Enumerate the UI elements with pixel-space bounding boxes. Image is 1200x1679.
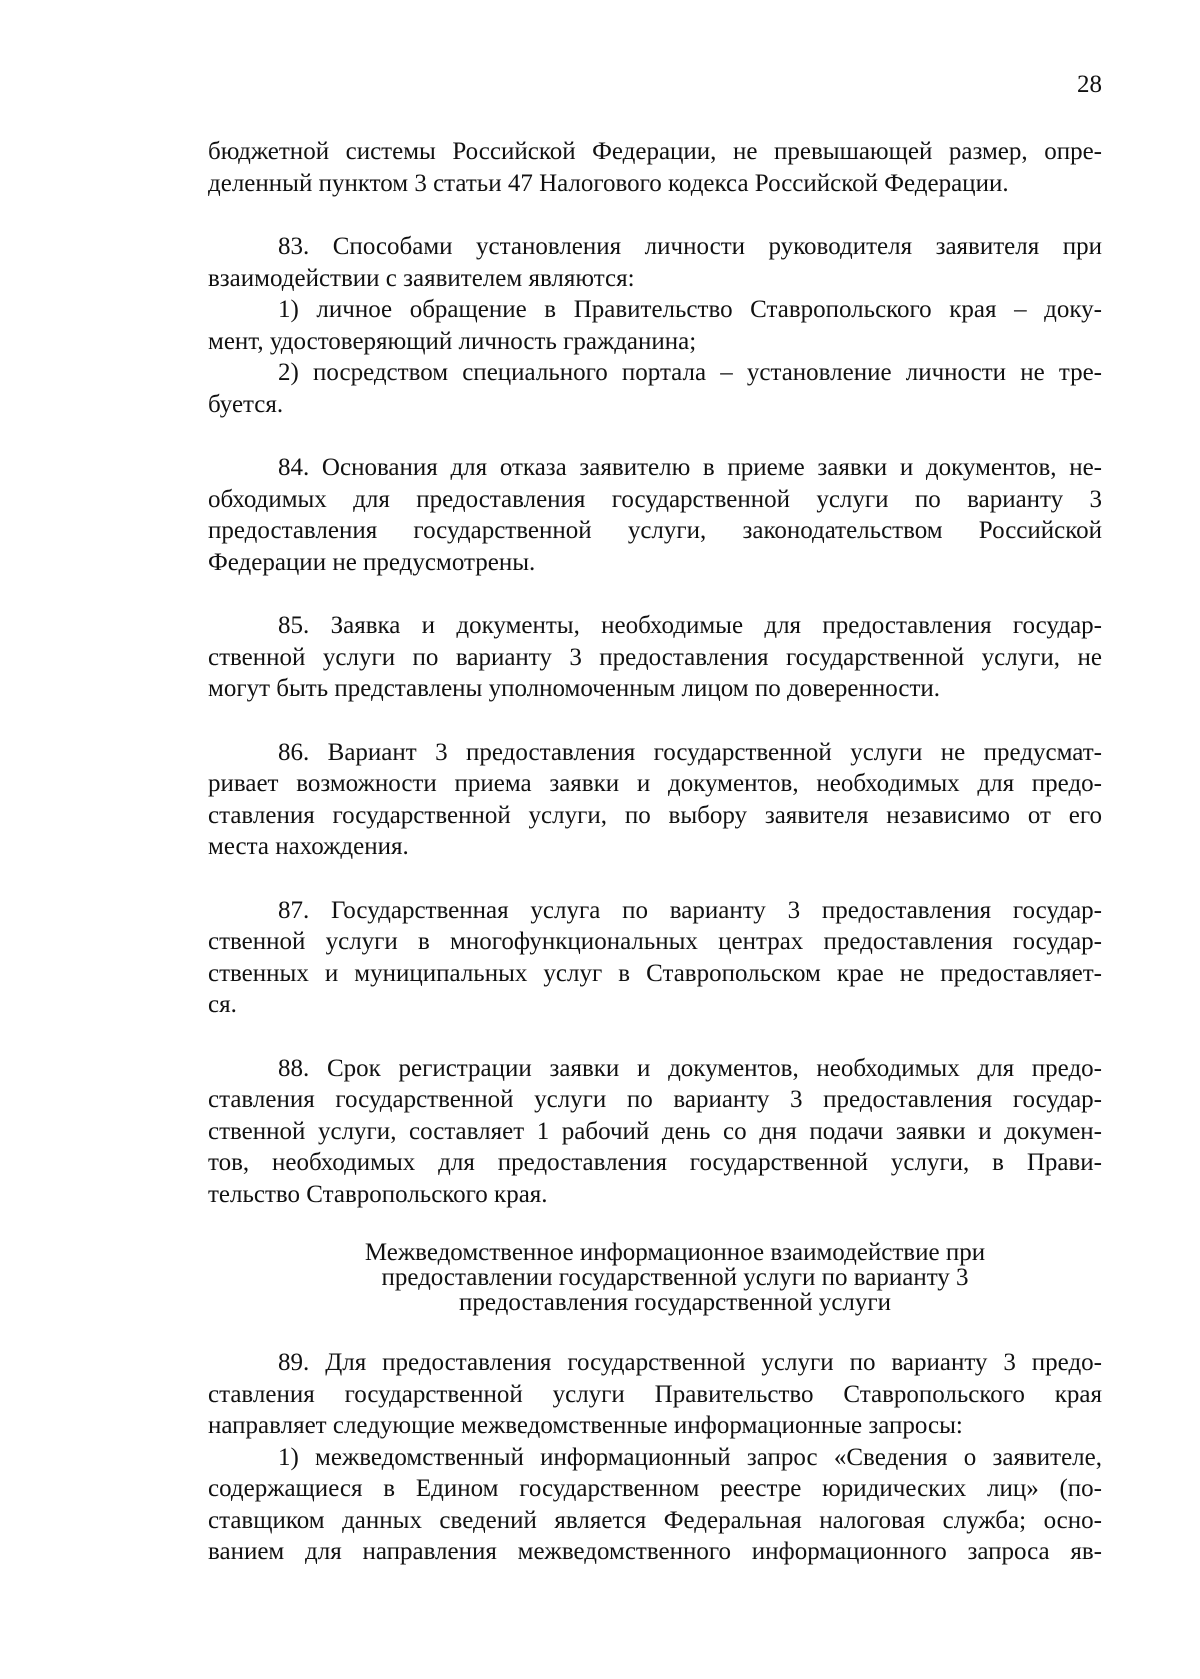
text-line: тельство Ставропольского края.: [208, 1180, 548, 1208]
text-line: 85. Заявка и документы, необходимые для предоставления государ-: [278, 612, 1102, 639]
text-line: 87. Государственная услуга по варианту 3 предоставления государ-: [278, 896, 1102, 924]
text-line: 1) межведомственный информационный запрос «Сведения о заявителе,: [278, 1443, 1102, 1471]
text-line: 2) посредством специального портала – установление личности не тре-: [278, 359, 1102, 386]
paragraph-88: [208, 1053, 1102, 1211]
text-line: взаимодействии с заявителем являются:: [208, 264, 635, 292]
text-line: ставления государственной услуги Правительство Ставропольского края: [208, 1380, 1102, 1408]
heading-line: Межведомственное информационное взаимодействие при: [364, 1239, 986, 1266]
text-line: 86. Вариант 3 предоставления государственной услуги не предусмат-: [278, 738, 1102, 766]
paragraph-continuation: [208, 136, 1102, 199]
heading-line: предоставления государственной услуги: [458, 1289, 892, 1316]
text-line: обходимых для предоставления государственной услуги по варианту 3: [208, 485, 1102, 513]
section-heading: [208, 1240, 1102, 1315]
document-body: [208, 136, 1102, 1568]
text-line: 1) личное обращение в Правительство Ставропольского края – доку-: [278, 296, 1102, 323]
text-line: 84. Основания для отказа заявителю в приеме заявки и документов, не-: [278, 454, 1102, 481]
text-line: ставления государственной услуги, по выбору заявителя независимо от его: [208, 801, 1102, 829]
paragraph-89-item-1: [208, 1442, 1102, 1568]
paragraph-87: [208, 895, 1102, 1021]
text-line: места нахождения.: [208, 833, 409, 860]
text-line: ственной услуги по варианту 3 предоставления государственной услуги, не: [208, 643, 1102, 671]
text-line: мент, удостоверяющий личность гражданина;: [208, 327, 697, 355]
text-line: ставщиком данных сведений является Федеральная налоговая служба; осно-: [208, 1506, 1102, 1534]
paragraph-85: [208, 610, 1102, 705]
paragraph-83-item-1: [208, 294, 1102, 357]
text-line: 88. Срок регистрации заявки и документов, необходимых для предо-: [278, 1054, 1102, 1082]
text-line: бюджетной системы Российской Федерации, не превышающей размер, опре-: [208, 138, 1102, 165]
paragraph-84: [208, 452, 1102, 578]
text-line: ственной услуги, составляет 1 рабочий день со дня подачи заявки и докумен-: [208, 1117, 1102, 1145]
heading-line: предоставлении государственной услуги по варианту 3: [381, 1264, 969, 1291]
page-number: 28: [1077, 71, 1102, 98]
text-line: содержащиеся в Едином государственном реестре юридических лиц» (по-: [208, 1475, 1102, 1502]
text-line: 83. Способами установления личности руководителя заявителя при: [278, 233, 1102, 260]
text-line: предоставления государственной услуги, законодательством Российской: [208, 517, 1102, 544]
paragraph-86: [208, 737, 1102, 863]
text-line: деленный пунктом 3 статьи 47 Налогового кодекса Российской Федерации.: [208, 169, 1009, 197]
text-line: направляет следующие межведомственные информационные запросы:: [208, 1412, 963, 1439]
text-line: ставления государственной услуги по варианту 3 предоставления государ-: [208, 1086, 1102, 1113]
text-line: ственных и муниципальных услуг в Ставропольском крае не предоставляет-: [208, 959, 1102, 987]
text-line: тов, необходимых для предоставления государственной услуги, в Прави-: [208, 1149, 1102, 1176]
text-line: Федерации не предусмотрены.: [208, 548, 536, 576]
paragraph-83: [208, 231, 1102, 294]
text-line: ванием для направления межведомственного информационного запроса яв-: [208, 1538, 1102, 1565]
paragraph-89: [208, 1347, 1102, 1442]
text-line: ственной услуги в многофункциональных центрах предоставления государ-: [208, 928, 1102, 955]
text-line: ся.: [208, 991, 237, 1018]
text-line: буется.: [208, 390, 284, 418]
paragraph-83-item-2: [208, 357, 1102, 420]
text-line: 89. Для предоставления государственной услуги по варианту 3 предо-: [278, 1349, 1102, 1376]
text-line: ривает возможности приема заявки и документов, необходимых для предо-: [208, 770, 1102, 797]
text-line: могут быть представлены уполномоченным лицом по доверенности.: [208, 675, 941, 702]
